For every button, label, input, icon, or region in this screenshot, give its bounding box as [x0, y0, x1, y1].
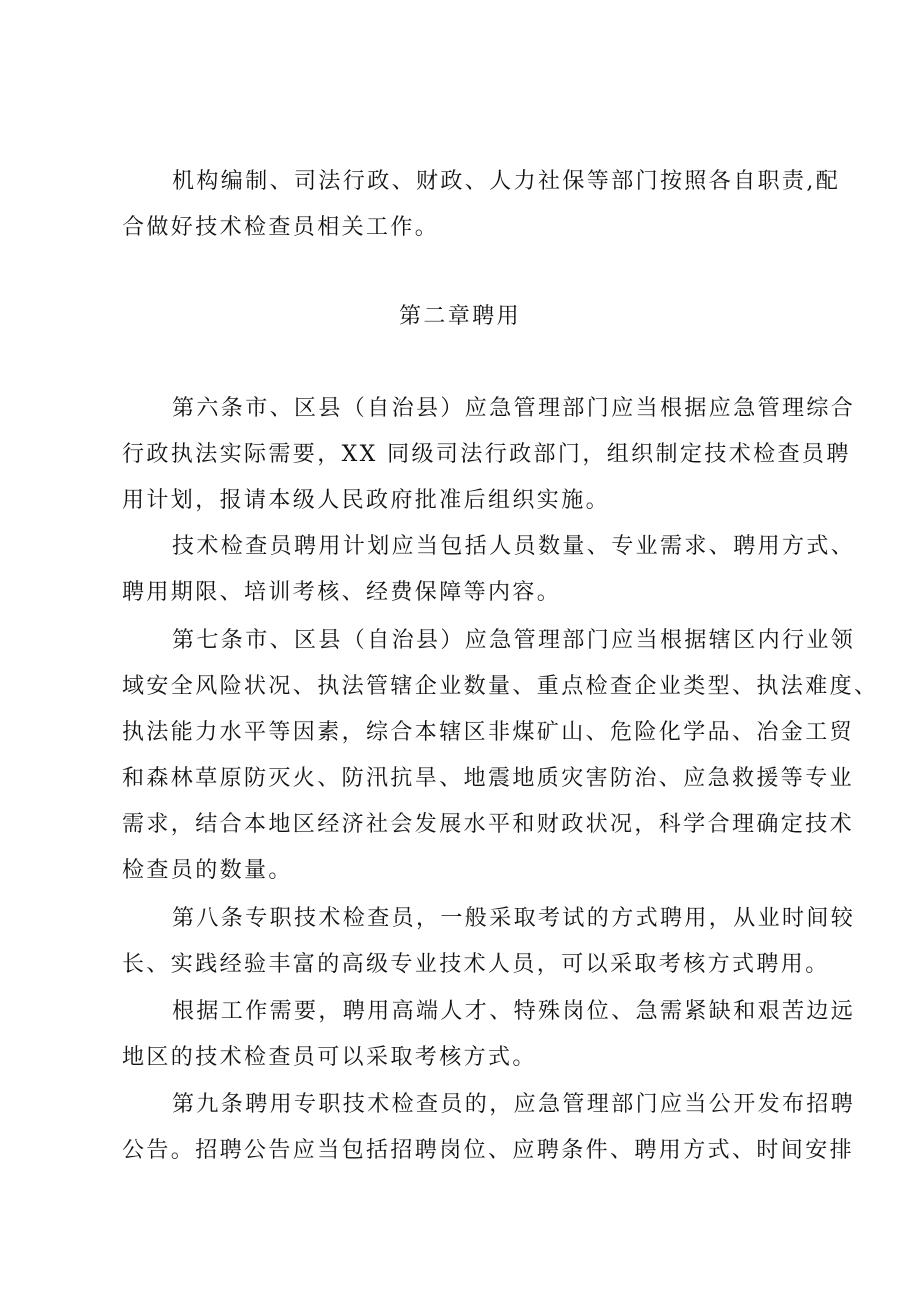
paragraph-line: 执法能力水平等因素，综合本辖区非煤矿山、危险化学品、冶金工贸 [122, 720, 855, 745]
paragraph-line: 检查员的数量。 [122, 858, 293, 883]
paragraph-line: 行政执法实际需要，XX 同级司法行政部门，组织制定技术检查员聘 [122, 442, 851, 467]
paragraph-line: 用计划，报请本级人民政府批准后组织实施。 [122, 488, 611, 513]
paragraph-line: 长、实践经验丰富的高级专业技术人员，可以采取考核方式聘用。 [122, 952, 830, 977]
paragraph-line: 和森林草原防灭火、防汛抗旱、地震地质灾害防治、应急救援等专业 [122, 766, 855, 791]
paragraph-line: 聘用期限、培训考核、经费保障等内容。 [122, 580, 562, 605]
paragraph-line: 根据工作需要，聘用高端人才、特殊岗位、急需紧缺和艰苦边远 [172, 999, 856, 1024]
paragraph-line: 域安全风险状况、执法管辖企业数量、重点检查企业类型、执法难度、 [122, 674, 879, 699]
paragraph-line: 机构编制、司法行政、财政、人力社保等部门按照各自职责,配 [172, 169, 841, 194]
paragraph-line: 需求，结合本地区经济社会发展水平和财政状况，科学合理确定技术 [122, 812, 855, 837]
paragraph-line: 第六条市、区县（自治县）应急管理部门应当根据应急管理综合 [172, 396, 856, 421]
paragraph-line: 合做好技术检查员相关工作。 [122, 215, 440, 240]
paragraph-line: 第九条聘用专职技术检查员的，应急管理部门应当公开发布招聘 [172, 1092, 856, 1117]
paragraph-line: 第七条市、区县（自治县）应急管理部门应当根据辖区内行业领 [172, 628, 856, 653]
paragraph-line: 公告。招聘公告应当包括招聘岗位、应聘条件、聘用方式、时间安排 [122, 1138, 855, 1163]
paragraph-line: 地区的技术检查员可以采取考核方式。 [122, 1045, 537, 1070]
paragraph-line: 第八条专职技术检查员，一般采取考试的方式聘用，从业时间较 [172, 906, 856, 931]
paragraph-line: 技术检查员聘用计划应当包括人员数量、专业需求、聘用方式、 [172, 534, 856, 559]
chapter-heading: 第二章聘用 [398, 304, 521, 329]
